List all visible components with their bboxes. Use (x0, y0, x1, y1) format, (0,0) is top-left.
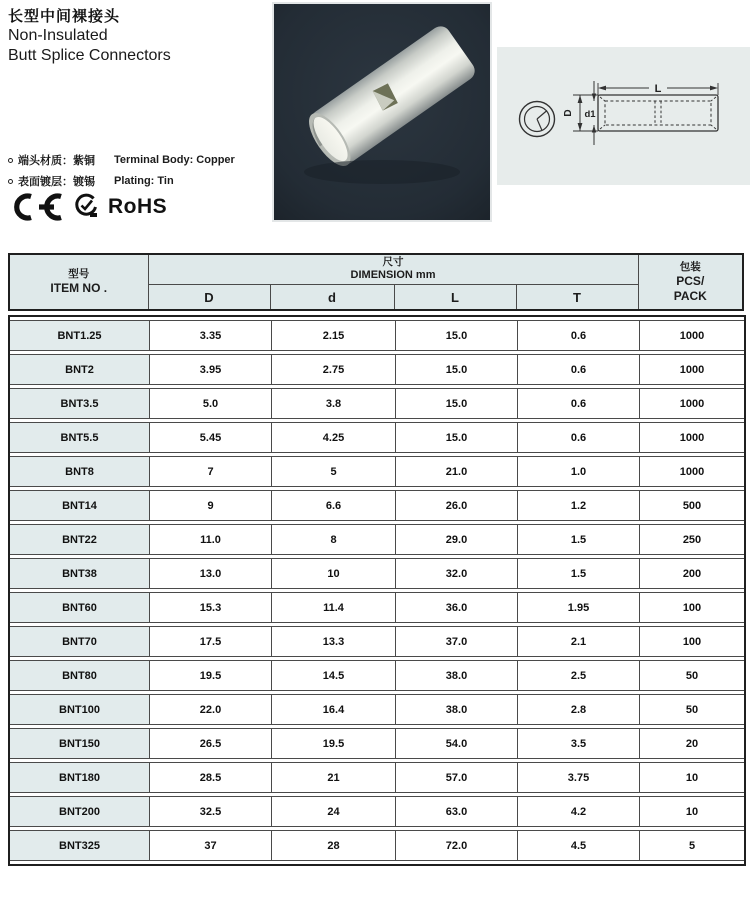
pack-cell: 1000 (639, 354, 744, 385)
pack-cell: 500 (639, 490, 744, 521)
table-row (10, 422, 744, 453)
dim-D-cell: 19.5 (149, 660, 271, 691)
pack-cell: 20 (639, 728, 744, 759)
item-no-cell: BNT8 (10, 456, 149, 487)
pack-cell: 10 (639, 762, 744, 793)
pack-cell: 10 (639, 796, 744, 827)
table-row (10, 660, 744, 691)
item-no-cell: BNT60 (10, 592, 149, 623)
item-no-cell: BNT2 (10, 354, 149, 385)
item-no-cell: BNT5.5 (10, 422, 149, 453)
dim-L-cell: 15.0 (395, 354, 517, 385)
dim-d-cell: 19.5 (271, 728, 395, 759)
product-photo (272, 2, 492, 222)
table-row (10, 728, 744, 759)
dim-d-cell: 2.75 (271, 354, 395, 385)
dim-D-cell: 3.35 (149, 320, 271, 351)
dim-T-cell: 3.75 (517, 762, 639, 793)
pack-cell: 1000 (639, 320, 744, 351)
pack-cell: 50 (639, 660, 744, 691)
table-row (10, 626, 744, 657)
pack-cell: 1000 (639, 388, 744, 419)
pack-cell: 100 (639, 626, 744, 657)
dim-d-cell: 14.5 (271, 660, 395, 691)
col-header-dimension-group (148, 254, 638, 284)
table-row (10, 592, 744, 623)
item-no-cell: BNT100 (10, 694, 149, 725)
item-no-cell: BNT1.25 (10, 320, 149, 351)
dim-D-cell: 32.5 (149, 796, 271, 827)
dim-d-cell: 5 (271, 456, 395, 487)
dim-D-cell: 7 (149, 456, 271, 487)
spec-table (8, 315, 742, 866)
col-header-pack-zh: 包装 (679, 260, 701, 273)
dim-d-cell: 8 (271, 524, 395, 555)
col-header-pack-en2: PACK (673, 288, 707, 303)
dim-L-cell: 38.0 (395, 694, 517, 725)
table-row (10, 490, 744, 521)
dim-L-cell: 38.0 (395, 660, 517, 691)
dim-D-cell: 22.0 (149, 694, 271, 725)
col-header-T: T (516, 284, 638, 310)
dim-D-cell: 5.0 (149, 388, 271, 419)
dim-L-cell: 36.0 (395, 592, 517, 623)
spec-material-zh: 端头材质：紫铜 (18, 155, 95, 167)
col-header-d: d (270, 284, 394, 310)
col-header-pack (638, 254, 743, 310)
dim-D-cell: 17.5 (149, 626, 271, 657)
item-no-cell: BNT70 (10, 626, 149, 657)
dim-T-cell: 1.5 (517, 524, 639, 555)
dim-L-cell: 15.0 (395, 388, 517, 419)
ce-mark-icon (8, 192, 64, 222)
dim-T-cell: 1.5 (517, 558, 639, 589)
dim-T-cell: 1.2 (517, 490, 639, 521)
item-no-cell: BNT22 (10, 524, 149, 555)
dim-D-cell: 3.95 (149, 354, 271, 385)
dim-D-cell: 13.0 (149, 558, 271, 589)
spec-plating-zh: 表面镀层：镀锡 (18, 176, 95, 188)
dim-T-cell: 1.0 (517, 456, 639, 487)
dim-T-cell: 4.5 (517, 830, 639, 861)
pack-cell: 250 (639, 524, 744, 555)
table-row (10, 524, 744, 555)
diagram-label-D: D (563, 109, 574, 117)
bullet-icon (8, 158, 13, 163)
dim-T-cell: 4.2 (517, 796, 639, 827)
spec-row-plating (8, 173, 270, 189)
dim-D-cell: 28.5 (149, 762, 271, 793)
diagram-label-d1: d1 (584, 109, 596, 120)
pack-cell: 50 (639, 694, 744, 725)
dim-d-cell: 10 (271, 558, 395, 589)
spec-table-body (10, 320, 744, 861)
item-no-cell: BNT14 (10, 490, 149, 521)
col-header-dimension-en: DIMENSION mm (350, 269, 436, 282)
table-row (10, 796, 744, 827)
dim-d-cell: 3.8 (271, 388, 395, 419)
pack-cell: 100 (639, 592, 744, 623)
dim-L-cell: 32.0 (395, 558, 517, 589)
dim-d-cell: 13.3 (271, 626, 395, 657)
spec-table-header (8, 253, 742, 311)
dim-T-cell: 1.95 (517, 592, 639, 623)
dimension-drawing (497, 47, 750, 185)
table-row (10, 320, 744, 351)
item-no-cell: BNT180 (10, 762, 149, 793)
dim-D-cell: 15.3 (149, 592, 271, 623)
dim-L-cell: 21.0 (395, 456, 517, 487)
item-no-cell: BNT200 (10, 796, 149, 827)
certification-row (8, 192, 167, 222)
dim-d-cell: 2.15 (271, 320, 395, 351)
dim-D-cell: 11.0 (149, 524, 271, 555)
diagram-label-L: L (654, 83, 662, 95)
col-header-item-en: ITEM NO . (50, 281, 108, 296)
table-row (10, 830, 744, 861)
table-row (10, 388, 744, 419)
connector-photo-render (274, 4, 490, 220)
col-header-dimension-zh: 尺寸 (382, 256, 404, 268)
table-row (10, 558, 744, 589)
col-header-item-zh: 型号 (68, 268, 90, 281)
product-title-en-line2: Butt Splice Connectors (8, 47, 171, 64)
table-row (10, 762, 744, 793)
product-title-zh: 长型中间裸接头 (8, 8, 121, 25)
dimension-diagram (497, 47, 750, 185)
spec-row-material (8, 152, 270, 168)
dim-T-cell: 0.6 (517, 422, 639, 453)
spec-block (8, 152, 270, 194)
item-no-cell: BNT325 (10, 830, 149, 861)
dim-T-cell: 0.6 (517, 320, 639, 351)
dim-T-cell: 0.6 (517, 388, 639, 419)
dim-d-cell: 4.25 (271, 422, 395, 453)
dim-d-cell: 6.6 (271, 490, 395, 521)
col-header-L: L (394, 284, 516, 310)
item-no-cell: BNT38 (10, 558, 149, 589)
dim-L-cell: 54.0 (395, 728, 517, 759)
dim-D-cell: 9 (149, 490, 271, 521)
title-block (8, 8, 268, 66)
col-header-D: D (148, 284, 270, 310)
bullet-icon (8, 179, 13, 184)
spec-plating-en: Plating: Tin (114, 175, 174, 187)
col-header-pack-en1: PCS/ (676, 273, 705, 288)
dim-D-cell: 5.45 (149, 422, 271, 453)
dim-L-cell: 29.0 (395, 524, 517, 555)
rohs-label: RoHS (108, 195, 168, 218)
dim-L-cell: 57.0 (395, 762, 517, 793)
table-row (10, 694, 744, 725)
pack-cell: 1000 (639, 456, 744, 487)
item-no-cell: BNT80 (10, 660, 149, 691)
dim-T-cell: 0.6 (517, 354, 639, 385)
dim-L-cell: 63.0 (395, 796, 517, 827)
dim-L-cell: 15.0 (395, 320, 517, 351)
dim-L-cell: 72.0 (395, 830, 517, 861)
dim-d-cell: 24 (271, 796, 395, 827)
dim-T-cell: 2.5 (517, 660, 639, 691)
dim-L-cell: 26.0 (395, 490, 517, 521)
cert-check-icon (73, 193, 99, 221)
dim-L-cell: 37.0 (395, 626, 517, 657)
pack-cell: 5 (639, 830, 744, 861)
item-no-cell: BNT150 (10, 728, 149, 759)
dim-T-cell: 3.5 (517, 728, 639, 759)
dim-L-cell: 15.0 (395, 422, 517, 453)
dim-d-cell: 11.4 (271, 592, 395, 623)
pack-cell: 200 (639, 558, 744, 589)
spec-material-en: Terminal Body: Copper (114, 154, 235, 166)
product-title-en-line1: Non-Insulated (8, 27, 108, 44)
dim-D-cell: 37 (149, 830, 271, 861)
col-header-item (9, 254, 148, 310)
table-row (10, 354, 744, 385)
dim-d-cell: 28 (271, 830, 395, 861)
table-row (10, 456, 744, 487)
dim-D-cell: 26.5 (149, 728, 271, 759)
dim-T-cell: 2.1 (517, 626, 639, 657)
item-no-cell: BNT3.5 (10, 388, 149, 419)
pack-cell: 1000 (639, 422, 744, 453)
dim-T-cell: 2.8 (517, 694, 639, 725)
dim-d-cell: 16.4 (271, 694, 395, 725)
dim-d-cell: 21 (271, 762, 395, 793)
